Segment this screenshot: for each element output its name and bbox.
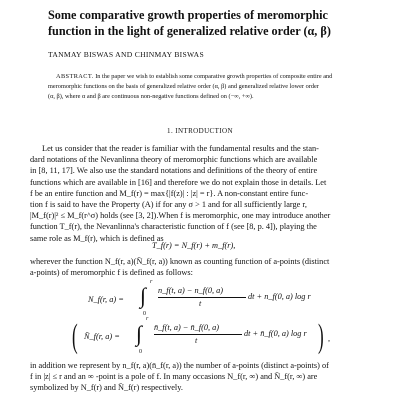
- addition-line-2: f in |z| ≤ r and an ∞ -point is a pole of f. In many occasions N_f(r, ∞) and N̄_f(r, ∞) are: [30, 372, 318, 382]
- eq2-numerator: n_f(t, a) − n_f(0, a): [158, 286, 224, 295]
- intro-line-2: dard notations of the Nevanlinna theory of meromorphic functions which are available: [30, 155, 318, 165]
- eq2-rhs: dt + n_f(0, a) log r: [248, 292, 311, 301]
- addition-line-1: in addition we represent by n_f(r, a)(n̄_f(r, a)) the number of a-points (distinct a-points) of: [30, 361, 329, 370]
- section-heading: 1. INTRODUCTION: [167, 127, 233, 135]
- eq2-lower-limit: 0: [143, 311, 146, 317]
- abstract-text-1: In the paper we wish to establish some comparative growth properties of composite entire and: [95, 73, 333, 80]
- integral-sign-2: ∫: [136, 321, 143, 346]
- eq2-lhs: N_f(r, a) =: [88, 295, 124, 304]
- eq3-fraction-bar: [154, 334, 242, 335]
- eq3-tail: ,: [328, 334, 331, 343]
- where-line-2: a-points) of meromorphic f is defined as follows:: [30, 268, 193, 278]
- eq2-fraction-bar: [158, 297, 246, 298]
- eq3-upper-limit: r: [146, 316, 149, 322]
- title-line-1: Some comparative growth properties of meromorphic: [48, 8, 328, 22]
- intro-line-1: Let us consider that the reader is familiar with the fundamental results and the stan-: [42, 144, 319, 153]
- intro-line-5: f be an entire function and M_f(r) = max{|f(z)| : |z| = r}. A non-constant entire func-: [30, 188, 309, 198]
- intro-line-3: in [8, 11, 17]. We also use the standard notations and definitions of the theory of entire: [30, 166, 318, 176]
- integral-sign: ∫: [140, 283, 147, 308]
- eq3-lhs: N̄_f(r, a) =: [84, 332, 120, 341]
- open-paren: (: [72, 318, 78, 355]
- abstract-line-1: [48, 72, 353, 82]
- eq2-upper-limit: r: [150, 279, 153, 285]
- abstract-label: ABSTRACT.: [56, 73, 94, 80]
- equation-characteristic: T_f(r) = N_f(r) + m_f(r),: [152, 241, 236, 250]
- intro-line-7: |M_f(r)|² ≤ M_f(r^σ) holds (see [3, 2]).When f is meromorphic, one may introduce another: [30, 211, 331, 221]
- intro-paragraph: [30, 143, 370, 255]
- close-paren: ): [318, 318, 324, 355]
- eq3-lower-limit: 0: [139, 349, 142, 355]
- abstract-line-2: meromorphic functions on the basis of generalized relative order (α, β) and generalized relative lower order: [48, 83, 319, 90]
- eq3-numerator: n̄_f(t, a) − n̄_f(0, a): [154, 323, 220, 332]
- abstract: [48, 72, 353, 102]
- where-paragraph: [30, 256, 370, 280]
- intro-line-8: function T_f(r), the Nevanlinna's characteristic function of f (see [8, p. 4]), playing the: [30, 222, 317, 232]
- intro-line-4: functions which are available in [16] and therefore we do not explain those in details. Let: [30, 177, 327, 187]
- equation-distinct-counting-function: [72, 318, 342, 358]
- intro-line-9: same role as M_f(r), which is defined as: [30, 233, 164, 243]
- abstract-line-3: (α, β), where α and β are continuous non-negative functions defined on (−∞, +∞).: [48, 93, 254, 100]
- title-line-2: function in the light of generalized relative order (α, β): [48, 24, 331, 38]
- paper-title: [48, 7, 358, 39]
- addition-line-3: symbolized by N_f(r) and N̄_f(r) respectively.: [30, 383, 183, 393]
- equation-counting-function: [88, 279, 318, 317]
- eq2-denominator: t: [199, 299, 202, 308]
- where-line-1: wherever the function N_f(r, a)(N̄_f(r, a)) known as counting function of a-points (distinct: [30, 257, 330, 266]
- intro-line-6: tion f is said to have the Property (A) if for any σ > 1 and for all sufficiently large r,: [30, 200, 307, 209]
- authors: TANMAY BISWAS AND CHINMAY BISWAS: [48, 50, 204, 59]
- eq3-rhs: dt + n̄_f(0, a) log r: [244, 329, 307, 338]
- addition-paragraph: [30, 360, 370, 396]
- eq3-denominator: t: [195, 336, 198, 345]
